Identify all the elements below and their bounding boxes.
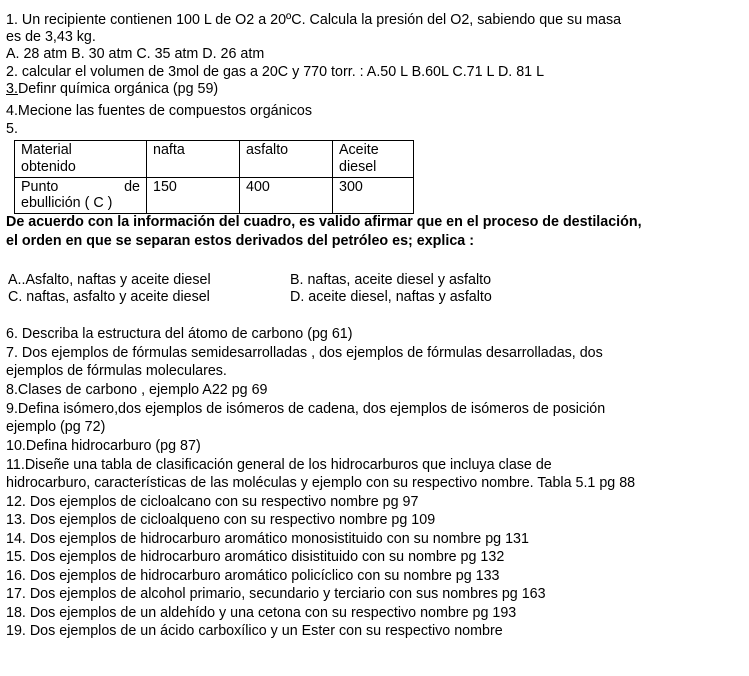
table-row: [15, 177, 414, 214]
question-7-line-2: ejemplos de fórmulas moleculares.: [6, 363, 227, 379]
question-5-statement-line-1: De acuerdo con la información del cuadro, es valido afirmar que en el proceso de destilación,: [6, 214, 642, 230]
question-15: 15. Dos ejemplos de hidrocarburo aromático disistituido con su nombre pg 132: [6, 549, 505, 565]
question-9-line-2: ejemplo (pg 72): [6, 419, 106, 435]
header-nafta: nafta: [147, 141, 240, 178]
question-4: 4.Mecione las fuentes de compuestos orgánicos: [6, 103, 312, 119]
header-material-obtenido: Material obtenido: [15, 141, 147, 178]
question-6: 6. Describa la estructura del átomo de carbono (pg 61): [6, 326, 353, 342]
header-asfalto: asfalto: [240, 141, 333, 178]
cell-nafta-value: 150: [147, 177, 240, 214]
question-12: 12. Dos ejemplos de cicloalcano con su respectivo nombre pg 97: [6, 494, 419, 510]
question-3-number: 3.: [6, 81, 18, 97]
table-header-row: [15, 141, 414, 178]
question-5-option-b: B. naftas, aceite diesel y asfalto: [290, 272, 492, 288]
question-1-line-2: es de 3,43 kg.: [6, 29, 96, 45]
cell-diesel-value: 300: [333, 177, 414, 214]
question-17: 17. Dos ejemplos de alcohol primario, secundario y terciario con sus nombres pg 163: [6, 586, 546, 602]
question-11-line-2: hidrocarburo, características de las moléculas y ejemplo con su respectivo nombre. Tabla 5.1 pg 88: [6, 475, 636, 491]
question-10: 10.Defina hidrocarburo (pg 87): [6, 438, 201, 454]
question-3-text: Definr química orgánica (pg 59): [17, 81, 219, 97]
question-19: 19. Dos ejemplos de un ácido carboxílico y un Ester con su respectivo nombre: [6, 623, 503, 639]
question-11-line-1: 11.Diseñe una tabla de clasificación general de los hidrocarburos que incluya clase de: [6, 457, 552, 473]
question-16: 16. Dos ejemplos de hidrocarburo aromático policíclico con su nombre pg 133: [6, 568, 500, 584]
question-5-option-a: A..Asfalto, naftas y aceite diesel: [8, 272, 211, 288]
row-label-punto-ebullicion: Punto de ebullición ( C ): [15, 177, 147, 214]
distillation-table: [14, 140, 414, 214]
cell-asfalto-value: 400: [240, 177, 333, 214]
question-5-statement-line-2: el orden en que se separan estos derivados del petróleo es; explica :: [6, 233, 474, 249]
question-9-line-1: 9.Defina isómero,dos ejemplos de isómeros de cadena, dos ejemplos de isómeros de posición: [6, 401, 606, 417]
question-5-option-d: D. aceite diesel, naftas y asfalto: [290, 289, 492, 305]
question-2: 2. calcular el volumen de 3mol de gas a 20C y 770 torr. : A.50 L B.60L C.71 L D. 81 L: [6, 64, 545, 80]
question-18: 18. Dos ejemplos de un aldehído y una cetona con su respectivo nombre pg 193: [6, 605, 517, 621]
question-1-options: A. 28 atm B. 30 atm C. 35 atm D. 26 atm: [6, 46, 265, 62]
question-3: [6, 81, 218, 98]
question-8: 8.Clases de carbono , ejemplo A22 pg 69: [6, 382, 268, 398]
question-5-number: 5.: [6, 121, 18, 137]
question-1-line-1: 1. Un recipiente contienen 100 L de O2 a 20ºC. Calcula la presión del O2, sabiendo que su masa: [6, 12, 622, 28]
question-5-option-c: C. naftas, asfalto y aceite diesel: [8, 289, 210, 305]
question-14: 14. Dos ejemplos de hidrocarburo aromático monosistituido con su nombre pg 131: [6, 531, 529, 547]
header-aceite-diesel: Aceite diesel: [333, 141, 414, 178]
question-13: 13. Dos ejemplos de cicloalqueno con su respectivo nombre pg 109: [6, 512, 436, 528]
question-7-line-1: 7. Dos ejemplos de fórmulas semidesarrolladas , dos ejemplos de fórmulas desarrolladas, dos: [6, 345, 603, 361]
